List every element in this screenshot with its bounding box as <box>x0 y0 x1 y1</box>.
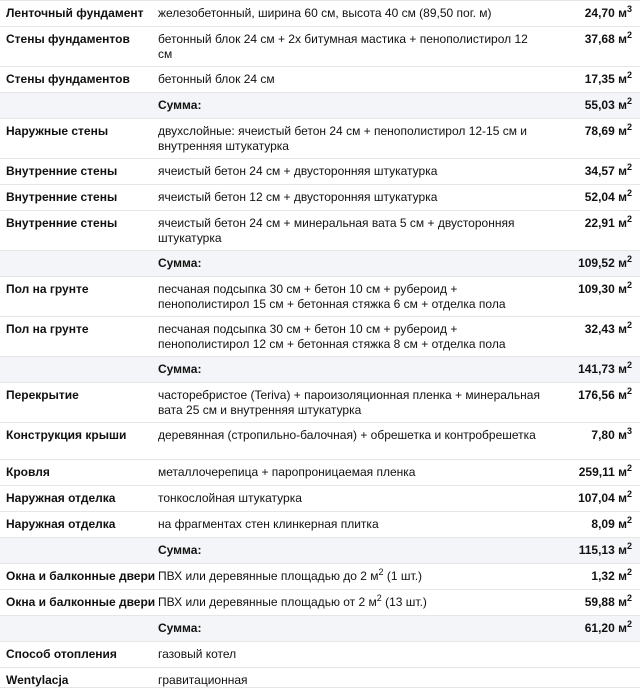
row-description <box>154 538 544 564</box>
row-description <box>154 383 544 423</box>
row-description <box>154 27 544 67</box>
row-category: Наружные стены <box>6 124 109 138</box>
description-text: на фрагментах стен клинкерная плитка <box>158 517 379 531</box>
row-description <box>154 251 544 277</box>
unit-exponent: 2 <box>626 619 632 629</box>
unit-exponent: 2 <box>626 360 632 370</box>
sum-value <box>544 93 640 119</box>
row-description <box>154 211 544 251</box>
value-text: 1,32 м <box>591 569 627 583</box>
row-description <box>154 460 544 486</box>
row-description <box>154 486 544 512</box>
row-category <box>0 538 154 564</box>
table-row <box>0 590 640 616</box>
row-category: Внутренние стены <box>6 164 118 178</box>
unit-exponent: 2 <box>626 280 632 290</box>
description-text: ПВХ или деревянные площадью от 2 м <box>158 595 377 609</box>
table-row <box>0 564 640 590</box>
row-category: Пол на грунте <box>6 322 89 336</box>
table-row <box>0 119 640 159</box>
unit-exponent: 2 <box>626 254 632 264</box>
row-category: Окна и балконные двери <box>6 569 156 583</box>
unit-exponent: 2 <box>626 567 632 577</box>
unit-exponent: 2 <box>626 162 632 172</box>
table-row <box>0 642 640 668</box>
description-text: Сумма: <box>158 543 202 557</box>
sum-row <box>0 357 640 383</box>
table-row <box>0 67 640 93</box>
value-text: 17,35 м <box>584 72 627 86</box>
row-category: Окна и балконные двери <box>6 595 156 609</box>
row-category: Стены фундаментов <box>6 72 130 86</box>
row-category: Перекрытие <box>6 388 79 402</box>
row-description <box>154 277 544 317</box>
description-text: Сумма: <box>158 362 202 376</box>
unit-exponent: 2 <box>626 593 632 603</box>
value-text: 59,88 м <box>584 595 627 609</box>
sum-row <box>0 538 640 564</box>
row-description <box>154 119 544 159</box>
unit-exponent: 3 <box>626 4 632 14</box>
description-text: бетонный блок 24 см <box>158 72 275 86</box>
row-category: Внутренние стены <box>6 216 118 230</box>
value-text: 115,13 м <box>578 543 627 557</box>
table-row <box>0 277 640 317</box>
row-value <box>544 642 640 668</box>
row-category: Конструкция крыши <box>6 428 127 442</box>
value-text: 55,03 м <box>584 98 627 112</box>
unit-exponent: 2 <box>626 188 632 198</box>
table-row <box>0 383 640 423</box>
row-value <box>544 317 640 357</box>
value-text: 78,69 м <box>584 124 627 138</box>
unit-exponent: 2 <box>626 70 632 80</box>
sum-value <box>544 616 640 642</box>
description-text: песчаная подсыпка 30 см + бетон 10 см + рубероид + пенополистирол 12 см + бетонная стяжка 8 см + отделка пола <box>158 322 506 351</box>
row-description <box>154 642 544 668</box>
value-text: 52,04 м <box>584 190 627 204</box>
row-description <box>154 1 544 27</box>
row-description <box>154 512 544 538</box>
description-text: песчаная подсыпка 30 см + бетон 10 см + рубероид + пенополистирол 15 см + бетонная стяжка 6 см + отделка пола <box>158 282 506 311</box>
description-text: ПВХ или деревянные площадью до 2 м <box>158 569 379 583</box>
unit-exponent: 2 <box>626 214 632 224</box>
description-tail: (13 шт.) <box>381 595 427 609</box>
description-text: бетонный блок 24 см + 2х битумная мастика + пенополистирол 12 см <box>158 32 528 61</box>
row-value <box>544 159 640 185</box>
row-value <box>544 590 640 616</box>
unit-exponent: 2 <box>626 489 632 499</box>
table-row <box>0 1 640 27</box>
table-row <box>0 185 640 211</box>
row-value <box>544 486 640 512</box>
row-value <box>544 211 640 251</box>
row-category: Наружная отделка <box>6 517 116 531</box>
unit-exponent: 2 <box>626 463 632 473</box>
sum-row <box>0 93 640 119</box>
row-value <box>544 67 640 93</box>
description-tail: (1 шт.) <box>383 569 423 583</box>
table-row <box>0 486 640 512</box>
description-text: часторебристое (Teriva) + пароизоляционная пленка + минеральная вата 25 см и внутренняя штукатурка <box>158 388 540 417</box>
row-description <box>154 668 544 694</box>
table-row <box>0 317 640 357</box>
value-text: 37,68 м <box>584 32 627 46</box>
row-value <box>544 383 640 423</box>
description-text: тонкослойная штукатурка <box>158 491 302 505</box>
value-text: 8,09 м <box>591 517 627 531</box>
table-row <box>0 159 640 185</box>
unit-exponent: 2 <box>626 122 632 132</box>
unit-exponent: 2 <box>626 515 632 525</box>
row-value <box>544 460 640 486</box>
unit-exponent: 2 <box>626 386 632 396</box>
row-category: Способ отопления <box>6 647 117 661</box>
value-text: 141,73 м <box>578 362 627 376</box>
description-text: ячеистый бетон 12 см + двусторонняя штукатурка <box>158 190 438 204</box>
unit-exponent: 2 <box>626 541 632 551</box>
description-text: ячеистый бетон 24 см + минеральная вата 5 см + двусторонняя штукатурка <box>158 216 515 245</box>
row-value <box>544 668 640 694</box>
row-value <box>544 119 640 159</box>
value-text: 61,20 м <box>584 621 627 635</box>
row-description <box>154 185 544 211</box>
row-value <box>544 423 640 460</box>
row-category: Стены фундаментов <box>6 32 130 46</box>
description-text: Сумма: <box>158 256 202 270</box>
row-description <box>154 67 544 93</box>
sum-value <box>544 251 640 277</box>
row-description <box>154 423 544 460</box>
row-value <box>544 27 640 67</box>
value-text: 107,04 м <box>578 491 627 505</box>
unit-exponent: 2 <box>626 320 632 330</box>
description-text: двухслойные: ячеистый бетон 24 см + пенополистирол 12-15 см и внутренняя штукатурка <box>158 124 528 153</box>
unit-exponent: 2 <box>626 96 632 106</box>
row-description <box>154 564 544 590</box>
description-text: Сумма: <box>158 621 202 635</box>
row-category <box>0 357 154 383</box>
row-value <box>544 564 640 590</box>
row-category: Пол на грунте <box>6 282 89 296</box>
table-bottom-divider <box>0 687 640 688</box>
table-row <box>0 423 640 460</box>
description-text: гравитационная <box>158 673 248 687</box>
row-category: Wentylacja <box>6 673 69 687</box>
row-value <box>544 277 640 317</box>
row-description <box>154 93 544 119</box>
description-text: ячеистый бетон 24 см + двусторонняя штукатурка <box>158 164 438 178</box>
sum-value <box>544 357 640 383</box>
table-row <box>0 512 640 538</box>
table-row <box>0 460 640 486</box>
row-category <box>0 93 154 119</box>
row-value <box>544 512 640 538</box>
row-value <box>544 185 640 211</box>
sum-value <box>544 538 640 564</box>
value-text: 109,30 м <box>578 282 627 296</box>
row-category <box>0 616 154 642</box>
unit-exponent: 2 <box>626 30 632 40</box>
value-text: 22,91 м <box>584 216 627 230</box>
value-text: 176,56 м <box>578 388 627 402</box>
row-description <box>154 616 544 642</box>
row-description <box>154 317 544 357</box>
description-text: деревянная (стропильно-балочная) + обрешетка и контробрешетка <box>158 428 536 442</box>
unit-exponent: 3 <box>626 426 632 436</box>
row-description <box>154 159 544 185</box>
row-description <box>154 357 544 383</box>
row-category: Внутренние стены <box>6 190 118 204</box>
sum-row <box>0 251 640 277</box>
spec-table-body <box>0 1 640 694</box>
row-description <box>154 590 544 616</box>
description-text: Сумма: <box>158 98 202 112</box>
description-text: газовый котел <box>158 647 237 661</box>
value-text: 34,57 м <box>584 164 627 178</box>
table-row <box>0 211 640 251</box>
value-text: 7,80 м <box>591 428 627 442</box>
value-text: 259,11 м <box>578 465 627 479</box>
row-category <box>0 251 154 277</box>
description-exponent: 2 <box>376 593 382 603</box>
value-text: 109,52 м <box>578 256 627 270</box>
table-row <box>0 27 640 67</box>
description-exponent: 2 <box>378 567 384 577</box>
row-category: Наружная отделка <box>6 491 116 505</box>
value-text: 24,70 м <box>584 6 627 20</box>
value-text: 32,43 м <box>584 322 627 336</box>
description-text: металлочерепица + паропроницаемая пленка <box>158 465 416 479</box>
table-row <box>0 668 640 694</box>
description-text: железобетонный, ширина 60 см, высота 40 см (89,50 пог. м) <box>158 6 492 20</box>
sum-row <box>0 616 640 642</box>
row-value <box>544 1 640 27</box>
row-category: Кровля <box>6 465 50 479</box>
row-category: Ленточный фундамент <box>6 6 144 20</box>
